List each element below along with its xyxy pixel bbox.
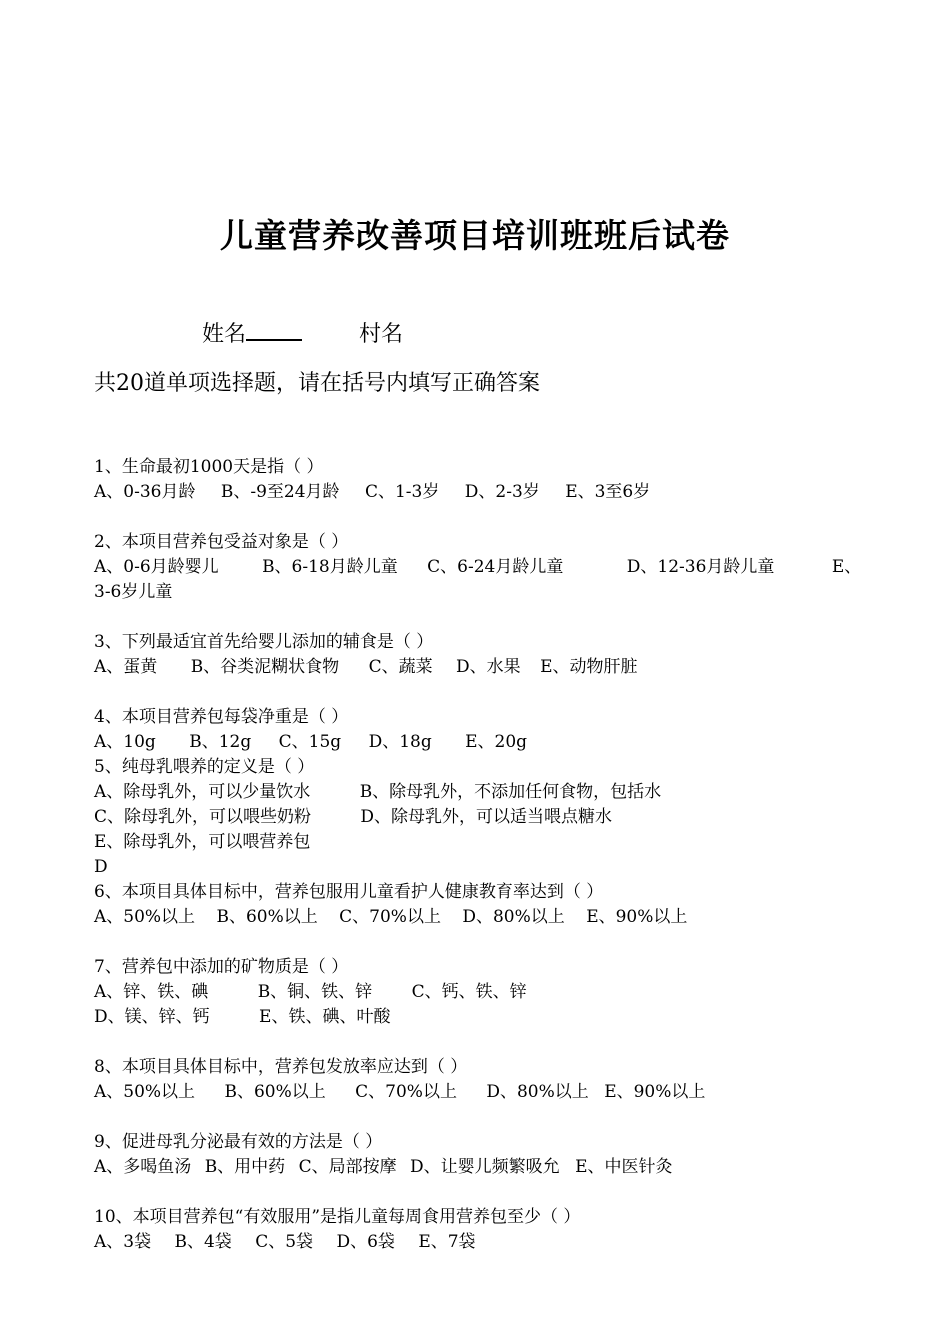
question-text: 4、本项目营养包每袋净重是（ ）	[94, 707, 349, 727]
option-a: A、多喝鱼汤	[94, 1157, 192, 1177]
option-d: D、6袋	[336, 1232, 395, 1252]
option-b: B、60%以上	[216, 907, 318, 927]
option-e: E、除母乳外，可以喂营养包	[94, 832, 311, 852]
option-e: E、20g	[465, 732, 528, 752]
option-c: C、70%以上	[355, 1082, 457, 1102]
option-b: B、用中药	[204, 1157, 286, 1177]
option-c: C、6-24月龄儿童	[427, 557, 564, 577]
options-row	[94, 1155, 672, 1180]
options-continuation: 3-6岁儿童	[94, 582, 173, 602]
student-info-fields	[202, 317, 403, 348]
option-b: B、-9至24月龄	[220, 482, 340, 502]
option-b: B、6-18月龄儿童	[262, 557, 398, 577]
question-text: 6、本项目具体目标中，营养包服用儿童看护人健康教育率达到（ ）	[94, 882, 604, 902]
option-e: E、3至6岁	[565, 482, 651, 502]
question-text: 8、本项目具体目标中，营养包发放率应达到（ ）	[94, 1057, 468, 1077]
option-d: D、80%以上	[462, 907, 565, 927]
option-a: A、50%以上	[94, 1082, 196, 1102]
options-row	[94, 905, 687, 930]
option-a: A、锌、铁、碘	[94, 982, 209, 1002]
option-e: E、90%以上	[586, 907, 688, 927]
options-row-2	[94, 805, 661, 830]
options-row	[94, 480, 650, 505]
option-d: D、镁、锌、钙	[94, 1007, 210, 1027]
option-d: D、12-36月龄儿童	[626, 557, 775, 577]
name-blank[interactable]	[246, 317, 302, 341]
question-8	[94, 1055, 705, 1105]
options-row	[94, 1080, 705, 1105]
question-3	[94, 630, 637, 680]
options-row-1	[94, 980, 527, 1005]
option-c: C、钙、铁、锌	[411, 982, 527, 1002]
option-e: E、90%以上	[604, 1082, 706, 1102]
option-e: E、7袋	[418, 1232, 476, 1252]
question-text: 1、生命最初1000天是指（ ）	[94, 457, 324, 477]
option-e: E、中医针灸	[575, 1157, 673, 1177]
option-d: D、让婴儿频繁吸允	[410, 1157, 560, 1177]
option-b: B、铜、铁、锌	[257, 982, 373, 1002]
option-d: D、除母乳外，可以适当喂点糖水	[360, 807, 613, 827]
village-label: 村名	[359, 322, 404, 347]
options-row	[94, 655, 637, 680]
option-a: A、10g	[94, 732, 156, 752]
option-d: D、2-3岁	[464, 482, 540, 502]
instructions: 共20道单项选择题，请在括号内填写正确答案	[94, 371, 540, 396]
option-d: D、18g	[368, 732, 432, 752]
options-row-1	[94, 780, 661, 805]
question-text: 3、下列最适宜首先给婴儿添加的辅食是（ ）	[94, 632, 434, 652]
option-d: D、80%以上	[486, 1082, 589, 1102]
options-row	[94, 1230, 580, 1255]
question-2	[94, 530, 861, 605]
option-e: E、铁、碘、叶酸	[259, 1007, 391, 1027]
question-6	[94, 880, 687, 930]
page-title: 儿童营养改善项目培训班班后试卷	[220, 216, 730, 255]
question-4	[94, 705, 527, 755]
options-row-2	[94, 1005, 527, 1030]
question-5	[94, 755, 661, 880]
question-7	[94, 955, 527, 1030]
option-a: A、除母乳外，可以少量饮水	[94, 782, 311, 802]
option-b: B、谷类泥糊状食物	[190, 657, 340, 677]
option-a: A、3袋	[94, 1232, 152, 1252]
name-label: 姓名	[202, 322, 247, 347]
option-c: C、5袋	[255, 1232, 314, 1252]
option-a: A、0-36月龄	[94, 482, 196, 502]
question-text: 5、纯母乳喂养的定义是（ ）	[94, 757, 315, 777]
options-row	[94, 730, 527, 755]
option-c: C、1-3岁	[364, 482, 440, 502]
option-b: B、12g	[189, 732, 252, 752]
option-b: B、除母乳外，不添加任何食物，包括水	[359, 782, 662, 802]
option-e: E、	[831, 557, 862, 577]
answer-text: D	[94, 857, 108, 877]
option-a: A、蛋黄	[94, 657, 158, 677]
question-text: 10、本项目营养包“有效服用”是指儿童每周食用营养包至少（ ）	[94, 1207, 581, 1227]
question-10	[94, 1205, 580, 1255]
question-1	[94, 455, 650, 505]
option-c: C、70%以上	[339, 907, 441, 927]
question-text: 7、营养包中添加的矿物质是（ ）	[94, 957, 349, 977]
option-c: C、蔬菜	[368, 657, 433, 677]
option-b: B、4袋	[174, 1232, 232, 1252]
option-d: D、水果	[456, 657, 521, 677]
question-text: 2、本项目营养包受益对象是（ ）	[94, 532, 349, 552]
option-a: A、0-6月龄婴儿	[94, 557, 219, 577]
option-c: C、除母乳外，可以喂些奶粉	[94, 807, 312, 827]
option-c: C、15g	[278, 732, 342, 752]
options-row	[94, 555, 861, 580]
question-9	[94, 1130, 672, 1180]
question-text: 9、促进母乳分泌最有效的方法是（ ）	[94, 1132, 383, 1152]
option-b: B、60%以上	[224, 1082, 326, 1102]
option-a: A、50%以上	[94, 907, 196, 927]
option-e: E、动物肝脏	[540, 657, 638, 677]
option-c: C、局部按摩	[298, 1157, 397, 1177]
